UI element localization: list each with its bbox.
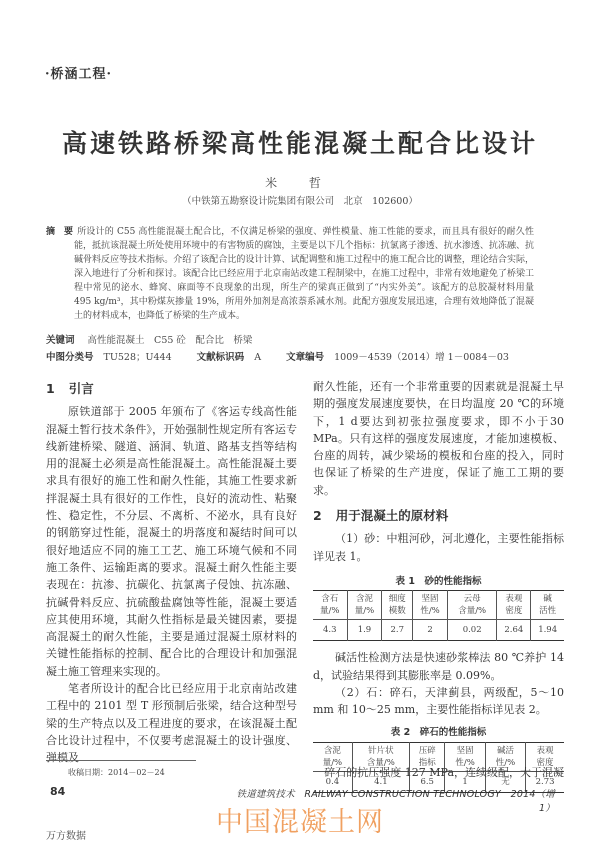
- section-2-heading: 2 用于混凝土的原材料: [313, 508, 449, 524]
- abstract-label: 摘 要: [46, 227, 74, 237]
- table-cell: 2.73: [526, 771, 564, 792]
- table-cell: 2.7: [382, 620, 413, 641]
- table-header-cell: 坚固 性/%: [445, 742, 485, 771]
- stone-note: 碎石的抗压强度 127 MPa，连续级配，大于混凝: [324, 766, 564, 779]
- table-header-cell: 含泥 量/%: [322, 745, 343, 768]
- table-cell: 2.64: [497, 620, 531, 641]
- keywords-line: [46, 332, 274, 346]
- table-header-cell: 含石 量/%: [320, 594, 340, 617]
- sand-intro: （1）砂：中粗河砂，河北遵化，主要性能指标详见表 1。: [313, 532, 564, 563]
- table-row: [313, 620, 564, 641]
- right-column: [313, 378, 564, 793]
- clc-label: 中图分类号: [46, 352, 94, 363]
- left-column: [46, 380, 297, 767]
- table-2-caption: 表 2 碎石的性能指标: [390, 727, 487, 739]
- table-cell: 0.4: [325, 776, 340, 787]
- abstract-text: 所设计的 C55 高性能混凝土配合比，不仅满足桥梁的强度、弹性模量、施工性能的要求，而且具有很好的耐久性能，抵抗该混凝土所处使用环境中的有害物质的腐蚀，主要是以下几个指标：抗氯离子渗透、抗水渗透、抗冻融、抗碱骨料反应等技术指标。介绍了该配合比的设计计算、试配调整和施工过程中的施工配合比的调整，理论结合实际，深入地进行了分析和探讨。该配合比已经应用于北京南站改建工程制梁中，在施工过程中，非常有效地避免了桥梁工程中常见的泌水、蜂窝、麻面等不良现象的出现，所生产的梁真正做到了“内实外美”。该配方的总胶凝材料用量 495 kg/m³，其中粉煤灰掺量 19%，所用外加剂是高浓萘系减水剂。此配方强度发展迅速，合理有效地降低了混凝土的材料成本，也降低了桥梁的生产成本。: [74, 227, 534, 321]
- received-date: 收稿日期：2014－02－24: [68, 768, 165, 777]
- doc-code-value: A: [254, 352, 262, 363]
- article-no-label: 文章编号: [286, 352, 325, 363]
- table-1: [313, 590, 564, 641]
- classification-line: [46, 349, 531, 363]
- table-cell: 4.1: [352, 771, 409, 792]
- table-header-cell: 坚固 性/%: [413, 591, 448, 620]
- table-header-cell: 含泥 量/%: [347, 591, 382, 620]
- sand-note: 碱活性检测方法是快速砂浆棒法 80 ℃养护 14 d，试验结果得到其膨胀率是 0.09%。: [313, 651, 564, 682]
- table-header-cell: 云母 含量/%: [447, 591, 496, 620]
- article-no-value: 1009－4539（2014）增 1－0084－03: [334, 352, 509, 363]
- keywords: 高性能混凝土 C55 砼 配合比 桥梁: [87, 335, 253, 346]
- section-1-paragraph: 原铁道部于 2005 年颁布了《客运专线高性能混凝土暂行技术条件》，开始强制性规定所有客运专线新建桥梁、隧道、涵洞、轨道、路基支挡等结构用的混凝土必须是高性能混凝土。高性能混凝土要求具有很好的施工性和耐久性能，其施工性要求新拌混凝土具有很好的工作性，良好的流动性、粘聚性、稳定性，不分层、不离析、不泌水，具有良好的钢筋穿过性能，混凝土的坍落度和凝结时间可以很好地适应不同的施工工艺、施工环境气候和不同施工条件、运输距离的要求。混凝土耐久性能主要表现在：抗渗、抗碳化、抗氯离子侵蚀、抗冻融、抗碱骨料反应、抗硫酸盐腐蚀等性能，混凝土要适应其使用环境，其耐久性指标是最关键因素，要提高混凝土的耐久性能，主要是通过混凝土原材料的关键性能指标的控制、配合比的合理设计和加强混凝土施工管理来实现的。: [46, 405, 297, 678]
- table-cell: 1.9: [347, 620, 382, 641]
- author: 米 哲: [265, 176, 335, 190]
- article-title: 高速铁路桥梁高性能混凝土配合比设计: [61, 129, 538, 158]
- table-cell: 1: [445, 771, 485, 792]
- keywords-label: 关键词: [46, 335, 75, 346]
- page-number: 84: [50, 785, 66, 798]
- table-cell: 无: [485, 771, 525, 792]
- doc-code-label: 文献标识码: [196, 352, 245, 363]
- table-1-caption: 表 1 砂的性能指标: [395, 575, 482, 587]
- table-header-cell: 细度 模数: [382, 591, 413, 620]
- footnote-divider: [46, 760, 196, 761]
- table-cell: 6.5: [409, 771, 445, 792]
- journal-running-footer: 铁道建筑技术 RAILWAY CONSTRUCTION TECHNOLOGY 2014（增1）: [236, 789, 555, 814]
- table-header-cell: 表观 密度: [526, 742, 564, 771]
- section-1-continuation: 耐久性能，还有一个非常重要的因素就是混凝土早期的强度发展速度要快，在日均温度 20 ℃的环境下，1 d要达到初张拉强度要求，即不小于30 MPa。只有这样的强度发展速度，才能加速模板、台座的周转，减少梁场的模板和台座的投入，同时也保证了桥梁的生产进度，保证了施工工期的要求。: [313, 380, 564, 497]
- watermark: 中国混凝土网: [216, 807, 384, 838]
- table-header-cell: 碱 活性: [531, 591, 564, 620]
- table-header-cell: 碱活 性/%: [485, 742, 525, 771]
- table-cell: 1.94: [531, 620, 564, 641]
- table-header-cell: 表观 密度: [497, 591, 531, 620]
- section-1-paragraph: 笔者所设计的配合比已经应用于北京南站改建工程中的 2101 型 T 形预制后张梁，结合这种型号梁的生产特点以及工程进度的要求，在该混凝土配合比设计过程中，不仅要考虑混凝土的设计强度、弹模及: [46, 682, 297, 765]
- table-header-cell: 针片状 含量/%: [352, 742, 409, 771]
- table-cell: 4.3: [322, 625, 337, 636]
- affiliation: （中铁第五勘察设计院集团有限公司 北京 102600）: [182, 196, 418, 207]
- column-tag: ·桥涵工程·: [45, 67, 113, 82]
- clc-value: TU528；U444: [103, 352, 172, 363]
- source-label: 万方数据: [46, 831, 86, 842]
- table-header-cell: 压碎 指标: [409, 742, 445, 771]
- stone-intro: （2）石：碎石，天津蓟县，两级配，5～10 mm 和 10～25 mm，主要性能指标详见表 2。: [313, 685, 564, 717]
- table-cell: 2: [413, 620, 448, 641]
- table-cell: 0.02: [447, 620, 496, 641]
- abstract: [46, 225, 534, 323]
- section-1-heading: 1 引言: [46, 381, 94, 396]
